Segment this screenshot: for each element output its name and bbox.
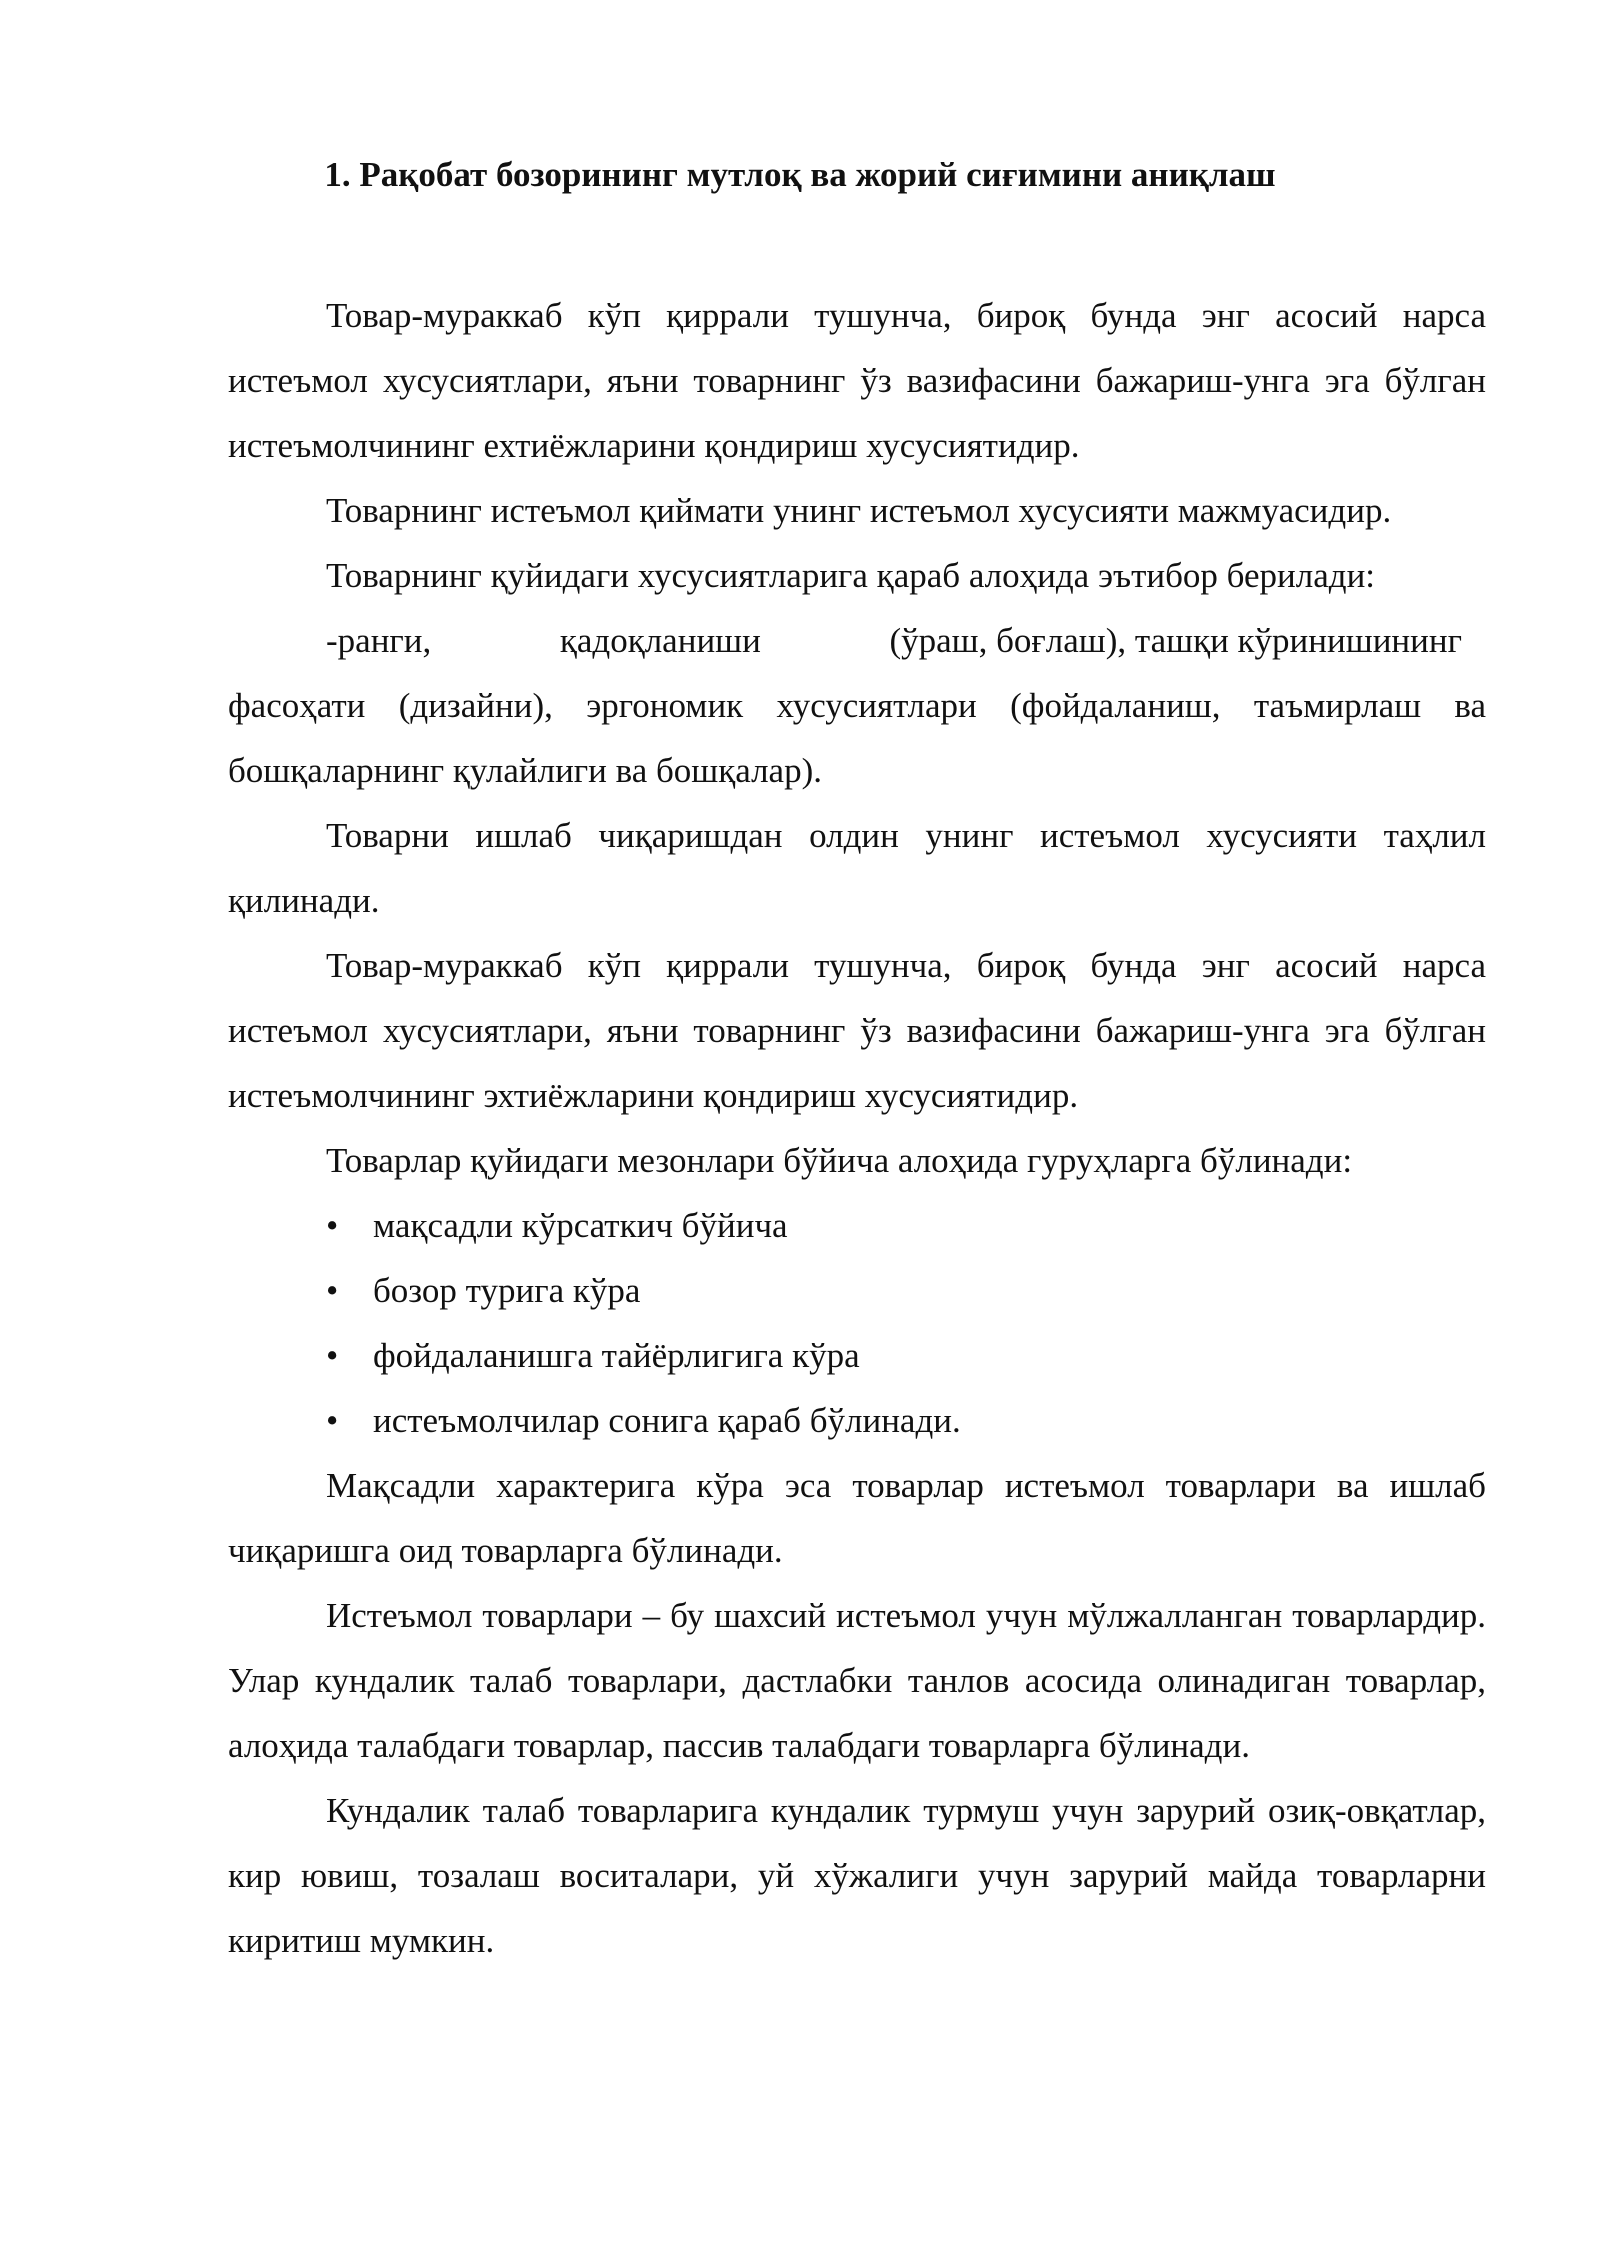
- paragraph-10: Кундалик талаб товарларига кундалик турмуш учун зарурий озиқ-овқатлар, кир ювиш, тозалаш воситалари, уй хўжалиги учун зарурий майда товарларни киритиш мумкин.: [228, 1791, 1486, 1960]
- paragraph-3: Товарнинг қуйидаги хусусиятларига қараб алоҳида эътибор берилади:: [326, 556, 1376, 595]
- list-item-text: мақсадли кўрсаткич бўйича: [373, 1206, 788, 1245]
- paragraph-8: Мақсадли характерига кўра эса товарлар истеъмол товарлари ва ишлаб чиқаришга оид товарларга бўлинади.: [228, 1466, 1486, 1570]
- bullet-icon: •: [326, 1206, 339, 1245]
- section-title: 1. Рақобат бозорининг мутлоқ ва жорий сиғимини аниқлаш: [324, 155, 1276, 194]
- list-item: [228, 1258, 1486, 1323]
- list-item: [228, 1323, 1486, 1388]
- bullet-icon: •: [326, 1401, 339, 1440]
- paragraph-4-col-3: (ўраш, боғлаш), ташқи кўринишининг: [889, 621, 1462, 660]
- paragraph-6: Товар-мураккаб кўп қиррали тушунча, бироқ бунда энг асосий нарса истеъмол хусусиятлари, яъни товарнинг ўз вазифасини бажариш-унга эга бўлган истеъмолчининг эхтиёжларини қондириш хусусиятидир.: [228, 946, 1486, 1115]
- bullet-icon: •: [326, 1271, 339, 1310]
- document-body: [228, 283, 1486, 1973]
- list-item-text: истеъмолчилар сонига қараб бўлинади.: [373, 1401, 961, 1440]
- paragraph-4-continuation: фасоҳати (дизайни), эргономик хусусиятлари (фойдаланиш, таъмирлаш ва бошқаларнинг қулайлиги ва бошқалар).: [228, 686, 1486, 790]
- paragraph-9: Истеъмол товарлари – бу шахсий истеъмол учун мўлжалланган товарлардир. Улар кундалик талаб товарлари, дастлабки танлов асосида олинадиган товарлар, алоҳида талабдаги товарлар, пассив талабдаги товарларга бўлинади.: [228, 1596, 1486, 1765]
- list-item-text: бозор турига кўра: [373, 1271, 641, 1310]
- list-item-text: фойдаланишга тайёрлигига кўра: [373, 1336, 860, 1375]
- paragraph-4-first-line: [228, 608, 1486, 673]
- paragraph-4-col-1: -ранги,: [326, 621, 432, 660]
- list-item: [228, 1193, 1486, 1258]
- paragraph-5: Товарни ишлаб чиқаришдан олдин унинг истеъмол хусусияти таҳлил қилинади.: [228, 816, 1486, 920]
- criteria-list: [228, 1193, 1486, 1453]
- paragraph-4-col-2: қадоқланиши: [559, 621, 761, 660]
- paragraph-2: Товарнинг истеъмол қиймати унинг истеъмол хусусияти мажмуасидир.: [326, 491, 1392, 530]
- paragraph-7: Товарлар қуйидаги мезонлари бўйича алоҳида гуруҳларга бўлинади:: [326, 1141, 1353, 1180]
- bullet-icon: •: [326, 1336, 339, 1375]
- list-item: [228, 1388, 1486, 1453]
- paragraph-1: Товар-мураккаб кўп қиррали тушунча, бироқ бунда энг асосий нарса истеъмол хусусиятлари, яъни товарнинг ўз вазифасини бажариш-унга эга бўлган истеъмолчининг ехтиёжларини қондириш хусусиятидир.: [228, 296, 1486, 465]
